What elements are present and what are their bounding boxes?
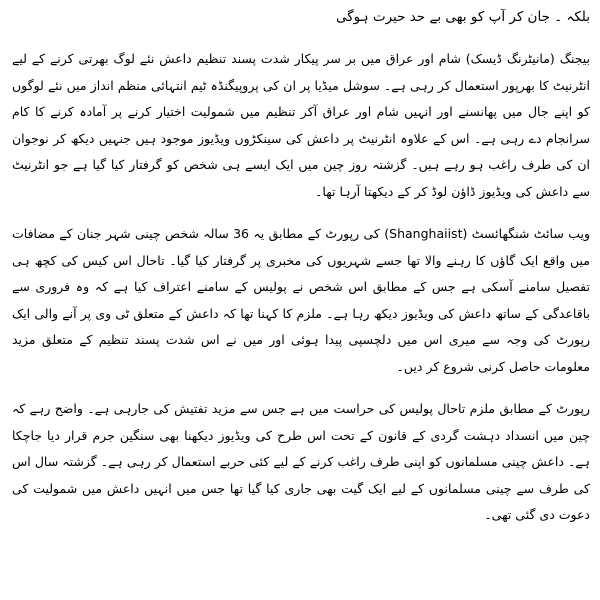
paragraph-3: رپورٹ کے مطابق ملزم تاحال پولیس کی حراست میں ہے جس سے مزید تفتیش کی جارہی ہے۔ واضح رہے کہ چین میں انسداد دہشت گردی کے قانون کے تحت اس طرح کی ویڈیوز دیکھنا بھی سنگین جرم قرار دیا جاچکا ہے۔ داعش چینی مسلمانوں کو اپنی طرف راغب کرنے کے لیے کئی حربے استعمال کر رہی ہے۔ گزشتہ سال اس کی طرف سے چینی مسلمانوں کے لیے ایک گیت بھی جاری کیا گیا تھا جس میں انہیں داعش میں شمولیت کی دعوت دی گئی تھی۔ — [12, 401, 590, 522]
paragraph-1: بیجنگ (مانیٹرنگ ڈیسک) شام اور عراق میں بر سر پیکار شدت پسند تنظیم داعش نئے لوگ بھرتی کرنے کے لیے انٹرنیٹ کا بھرپور استعمال کر رہی ہے۔ سوشل میڈیا پر ان کی پروپیگنڈہ ٹیم انتہائی منظم انداز میں نئے لوگوں کو اپنے جال میں پھانسنے اور انہیں شام اور عراق آکر تنظیم میں شمولیت اختیار کرنے پر آمادہ کرنے کا کام سرانجام دے رہی ہے۔ اس کے علاوہ انٹرنیٹ پر داعش کی سینکڑوں ویڈیوز موجود ہیں جنہیں دیکھ کر نوجوان ان کی طرف راغب ہو رہے ہیں۔ گزشتہ روز چین میں ایک ایسے ہی شخص کو گرفتار کیا گیا ہے جو انٹرنیٹ سے داعش کی ویڈیوز ڈاؤن لوڈ کر کے دیکھتا آرہا تھا۔ — [12, 51, 590, 199]
article-headline: بلکہ ۔ جان کر آپ کو بھی بے حد حیرت ہوگی — [336, 9, 590, 25]
paragraph-2: ویب سائٹ شنگھائسٹ (Shanghaiist) کی رپورٹ کے مطابق یہ 36 سالہ شخص چینی شہر جنان کے مضافات میں واقع ایک گاؤں کا رہنے والا تھا جسے شہریوں کی مخبری پر گرفتار کیا گیا۔ تاحال اس کیس کی کچھ ہی تفصیل سامنے آسکی ہے جس کے مطابق اس شخص نے پولیس کے سامنے اعتراف کیا ہے کہ وہ فروری سے باقاعدگی کے ساتھ داعش کی ویڈیوز دیکھ رہا ہے۔ ملزم کا کہنا تھا کہ داعش کے متعلق ٹی وی پر آنے والی ایک رپورٹ کی وجہ سے میری اس میں دلچسپی پیدا ہوئی اور میں نے اس شدت پسند تنظیم کے متعلق مزید معلومات حاصل کرنی شروع کر دیں۔ — [12, 226, 590, 374]
